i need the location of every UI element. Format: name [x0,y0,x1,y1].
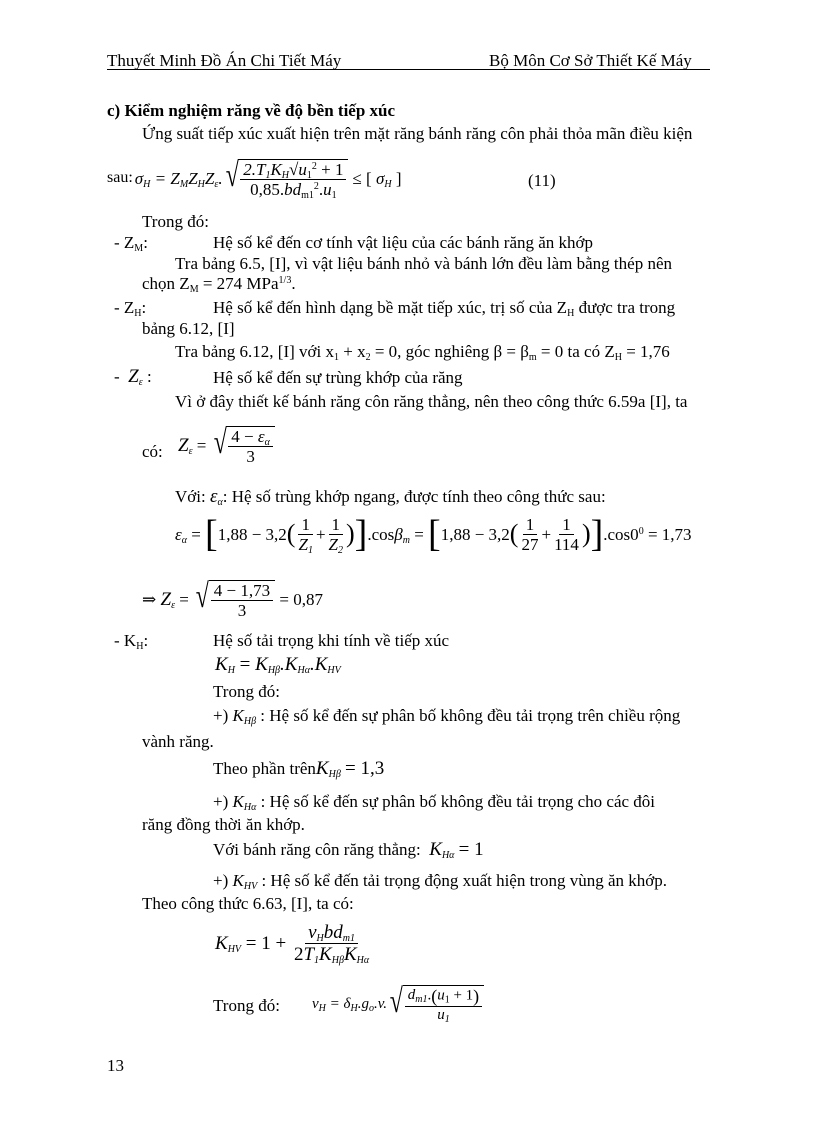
equation-number: (11) [528,171,556,190]
implies-arrow: ⇒ [142,589,161,609]
khv-cont: Theo công thức 6.63, [I], ta có: [142,894,354,913]
kh-desc: Hệ số tải trọng khi tính về tiếp xúc [213,631,450,650]
header-right: Bộ Môn Cơ Sở Thiết Kế Máy [489,51,692,70]
zm-line2: chọn $Z_M = 274$ MPa$^{1/3}$. [142,274,296,295]
zm-label: - $Z_M$: [114,233,148,254]
kh-label: - $K_H$: [114,631,149,652]
khb-value: Theo phần trênK$_{H\beta}$ = 1,3 [213,758,385,780]
khb-cont: vành răng. [142,732,214,751]
khv-line: +) $K_{HV}$ : Hệ số kể đến tải trọng động xuất hiện trong vùng ăn khớp. [213,871,668,892]
header-left: Thuyết Minh Đồ Án Chi Tiết Máy [107,51,342,70]
eps-result: = 1,73 [647,524,692,544]
co-label: có: [142,442,163,461]
kha-cont: răng đồng thời ăn khớp. [142,815,305,834]
ze-result: = 0,87 [279,589,323,609]
section-title: c) Kiểm nghiệm răng về độ bền tiếp xúc [107,101,396,120]
kha-line: +) $K_{H\alpha}$ : Hệ số kể đến sự phân bố không đều tải trọng cho các đôi [213,792,656,813]
zh-label: - $Z_H$: [114,298,147,319]
intro-text: Ứng suất tiếp xúc xuất hiện trên mặt răng bánh răng côn phải thỏa mãn điều kiện [142,124,693,143]
kh-formula: $K_H = K_{H\beta}.K_{H\alpha}.K_{HV}$ [215,654,341,676]
trong-do-2: Trong đó: [213,682,280,701]
khv-formula: $K_{HV}$ = 1 + $\frac{v_Hbd_{m1}}{2T_1K_{H\beta}K_{H\alpha}}$ [215,921,370,966]
ze-formula: $Z_\varepsilon$ = √ $\frac{4 - \varepsilon_\alpha}{3}$ [178,420,275,470]
kha-value: Với bánh răng côn răng thẳng: $K_{H\alpha} = 1$ [213,839,484,861]
zm-line1: Tra bảng 6.5, [I], vì vật liệu bánh nhỏ và bánh lớn đều làm bằng thép nên [175,254,673,273]
zh-line2: bảng 6.12, [I] [142,319,235,338]
ze-result-formula: ⇒ $Z_\varepsilon$ = √ $\frac{4 - 1,73}{3}$ = 0,87 [142,577,323,620]
trong-do-1: Trong đó: [142,212,209,231]
ze-desc: Hệ số kể đến sự trùng khớp của răng [213,368,463,387]
zh-desc: Hệ số kể đến hình dạng bề mặt tiếp xúc, trị số của $Z_H$ được tra trong [213,298,676,319]
sqrt-symbol: √ $\frac{2.T_1K_H√u_1^2 + 1}{0,85.bd_{m1}^2.u_1}$ [223,159,349,198]
ze-label: - $Z_\varepsilon$ : [114,366,152,388]
trong-do-3: Trong đó: [213,996,280,1015]
equation-11: sau: $\sigma_H = Z_MZ_HZ_\varepsilon$. √ $\frac{2.T_1K_H√u_1^2 + 1}{0,85.bd_{m1}^2.u_1}$ ≤ [ $\sigma_H$ ] [107,156,402,201]
zm-desc: Hệ số kể đến cơ tính vật liệu của các bánh răng ăn khớp [213,233,594,252]
vh-formula: $v_H = \delta_H.g_o.v$. √ $\frac{d_{m1}.(u_1 + 1)}{u_1}$ [312,978,484,1030]
header-rule [107,69,710,70]
zh-line3: Tra bảng 6.12, [I] với $x_1 + x_2 = 0$, góc nghiêng $\beta = \beta_m = 0$ ta có $Z_H = 1,76$ [175,342,670,363]
ze-line1: Vì ở đây thiết kế bánh răng côn răng thẳng, nên theo công thức 6.59a [I], ta [175,392,688,411]
page-number: 13 [107,1056,124,1075]
khb-line: +) $K_{H\beta}$ : Hệ số kể đến sự phân bố không đều tải trọng trên chiều rộng [213,706,681,727]
voi-line: Với: $\varepsilon_\alpha$: Hệ số trùng khớp ngang, được tính theo công thức sau: [175,486,606,508]
epsilon-formula: $\varepsilon_\alpha$ = [ 1,88 − 3,2 ( $\frac{1}{Z_1}$ + $\frac{1}{Z_2}$ ) ] .cosβ$_m$ = [ 1,88 − 3,2 ( $\frac{1}{27}$ + $\frac{1}{114}$ ) ] $.\cos 0^0$ = 1,73 [175,513,692,556]
sau-label: sau: [107,169,133,186]
